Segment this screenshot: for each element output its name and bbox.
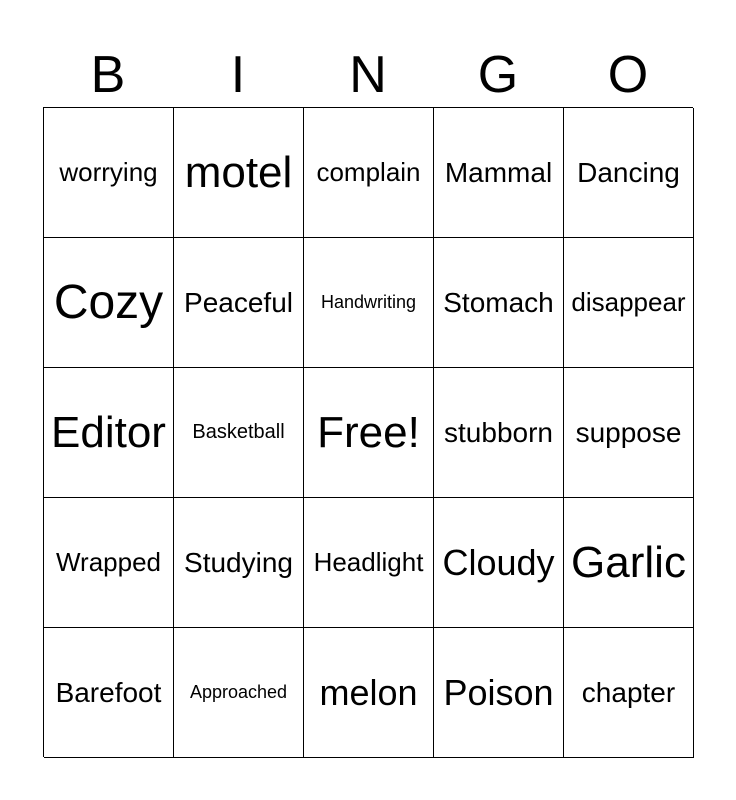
bingo-cell[interactable]: Poison [434, 628, 564, 758]
bingo-cell[interactable]: Editor [44, 368, 174, 498]
bingo-cell[interactable]: Garlic [564, 498, 694, 628]
header-letter-b: B [90, 46, 126, 104]
bingo-cell[interactable]: Headlight [304, 498, 434, 628]
header-letter-o: O [607, 46, 649, 104]
bingo-cell[interactable]: melon [304, 628, 434, 758]
bingo-header [43, 44, 693, 106]
bingo-cell[interactable]: Stomach [434, 238, 564, 368]
bingo-cell[interactable]: Dancing [564, 108, 694, 238]
bingo-cell[interactable]: complain [304, 108, 434, 238]
bingo-cell[interactable]: disappear [564, 238, 694, 368]
bingo-cell[interactable]: Cloudy [434, 498, 564, 628]
bingo-cell[interactable]: Basketball [174, 368, 304, 498]
bingo-cell[interactable]: stubborn [434, 368, 564, 498]
bingo-cell[interactable]: Studying [174, 498, 304, 628]
bingo-cell[interactable]: chapter [564, 628, 694, 758]
bingo-cell[interactable]: Mammal [434, 108, 564, 238]
bingo-cell[interactable]: Handwriting [304, 238, 434, 368]
header-letter-g: G [477, 46, 519, 104]
bingo-cell[interactable]: Wrapped [44, 498, 174, 628]
bingo-cell[interactable]: motel [174, 108, 304, 238]
bingo-cell[interactable]: Barefoot [44, 628, 174, 758]
bingo-cell[interactable]: Peaceful [174, 238, 304, 368]
header-letter-n: N [349, 46, 387, 104]
bingo-cell[interactable]: worrying [44, 108, 174, 238]
bingo-board [43, 107, 693, 757]
header-letter-i: I [230, 46, 246, 104]
bingo-cell[interactable]: suppose [564, 368, 694, 498]
free-space-cell[interactable]: Free! [304, 368, 434, 498]
bingo-cell[interactable]: Cozy [44, 238, 174, 368]
bingo-cell[interactable]: Approached [174, 628, 304, 758]
